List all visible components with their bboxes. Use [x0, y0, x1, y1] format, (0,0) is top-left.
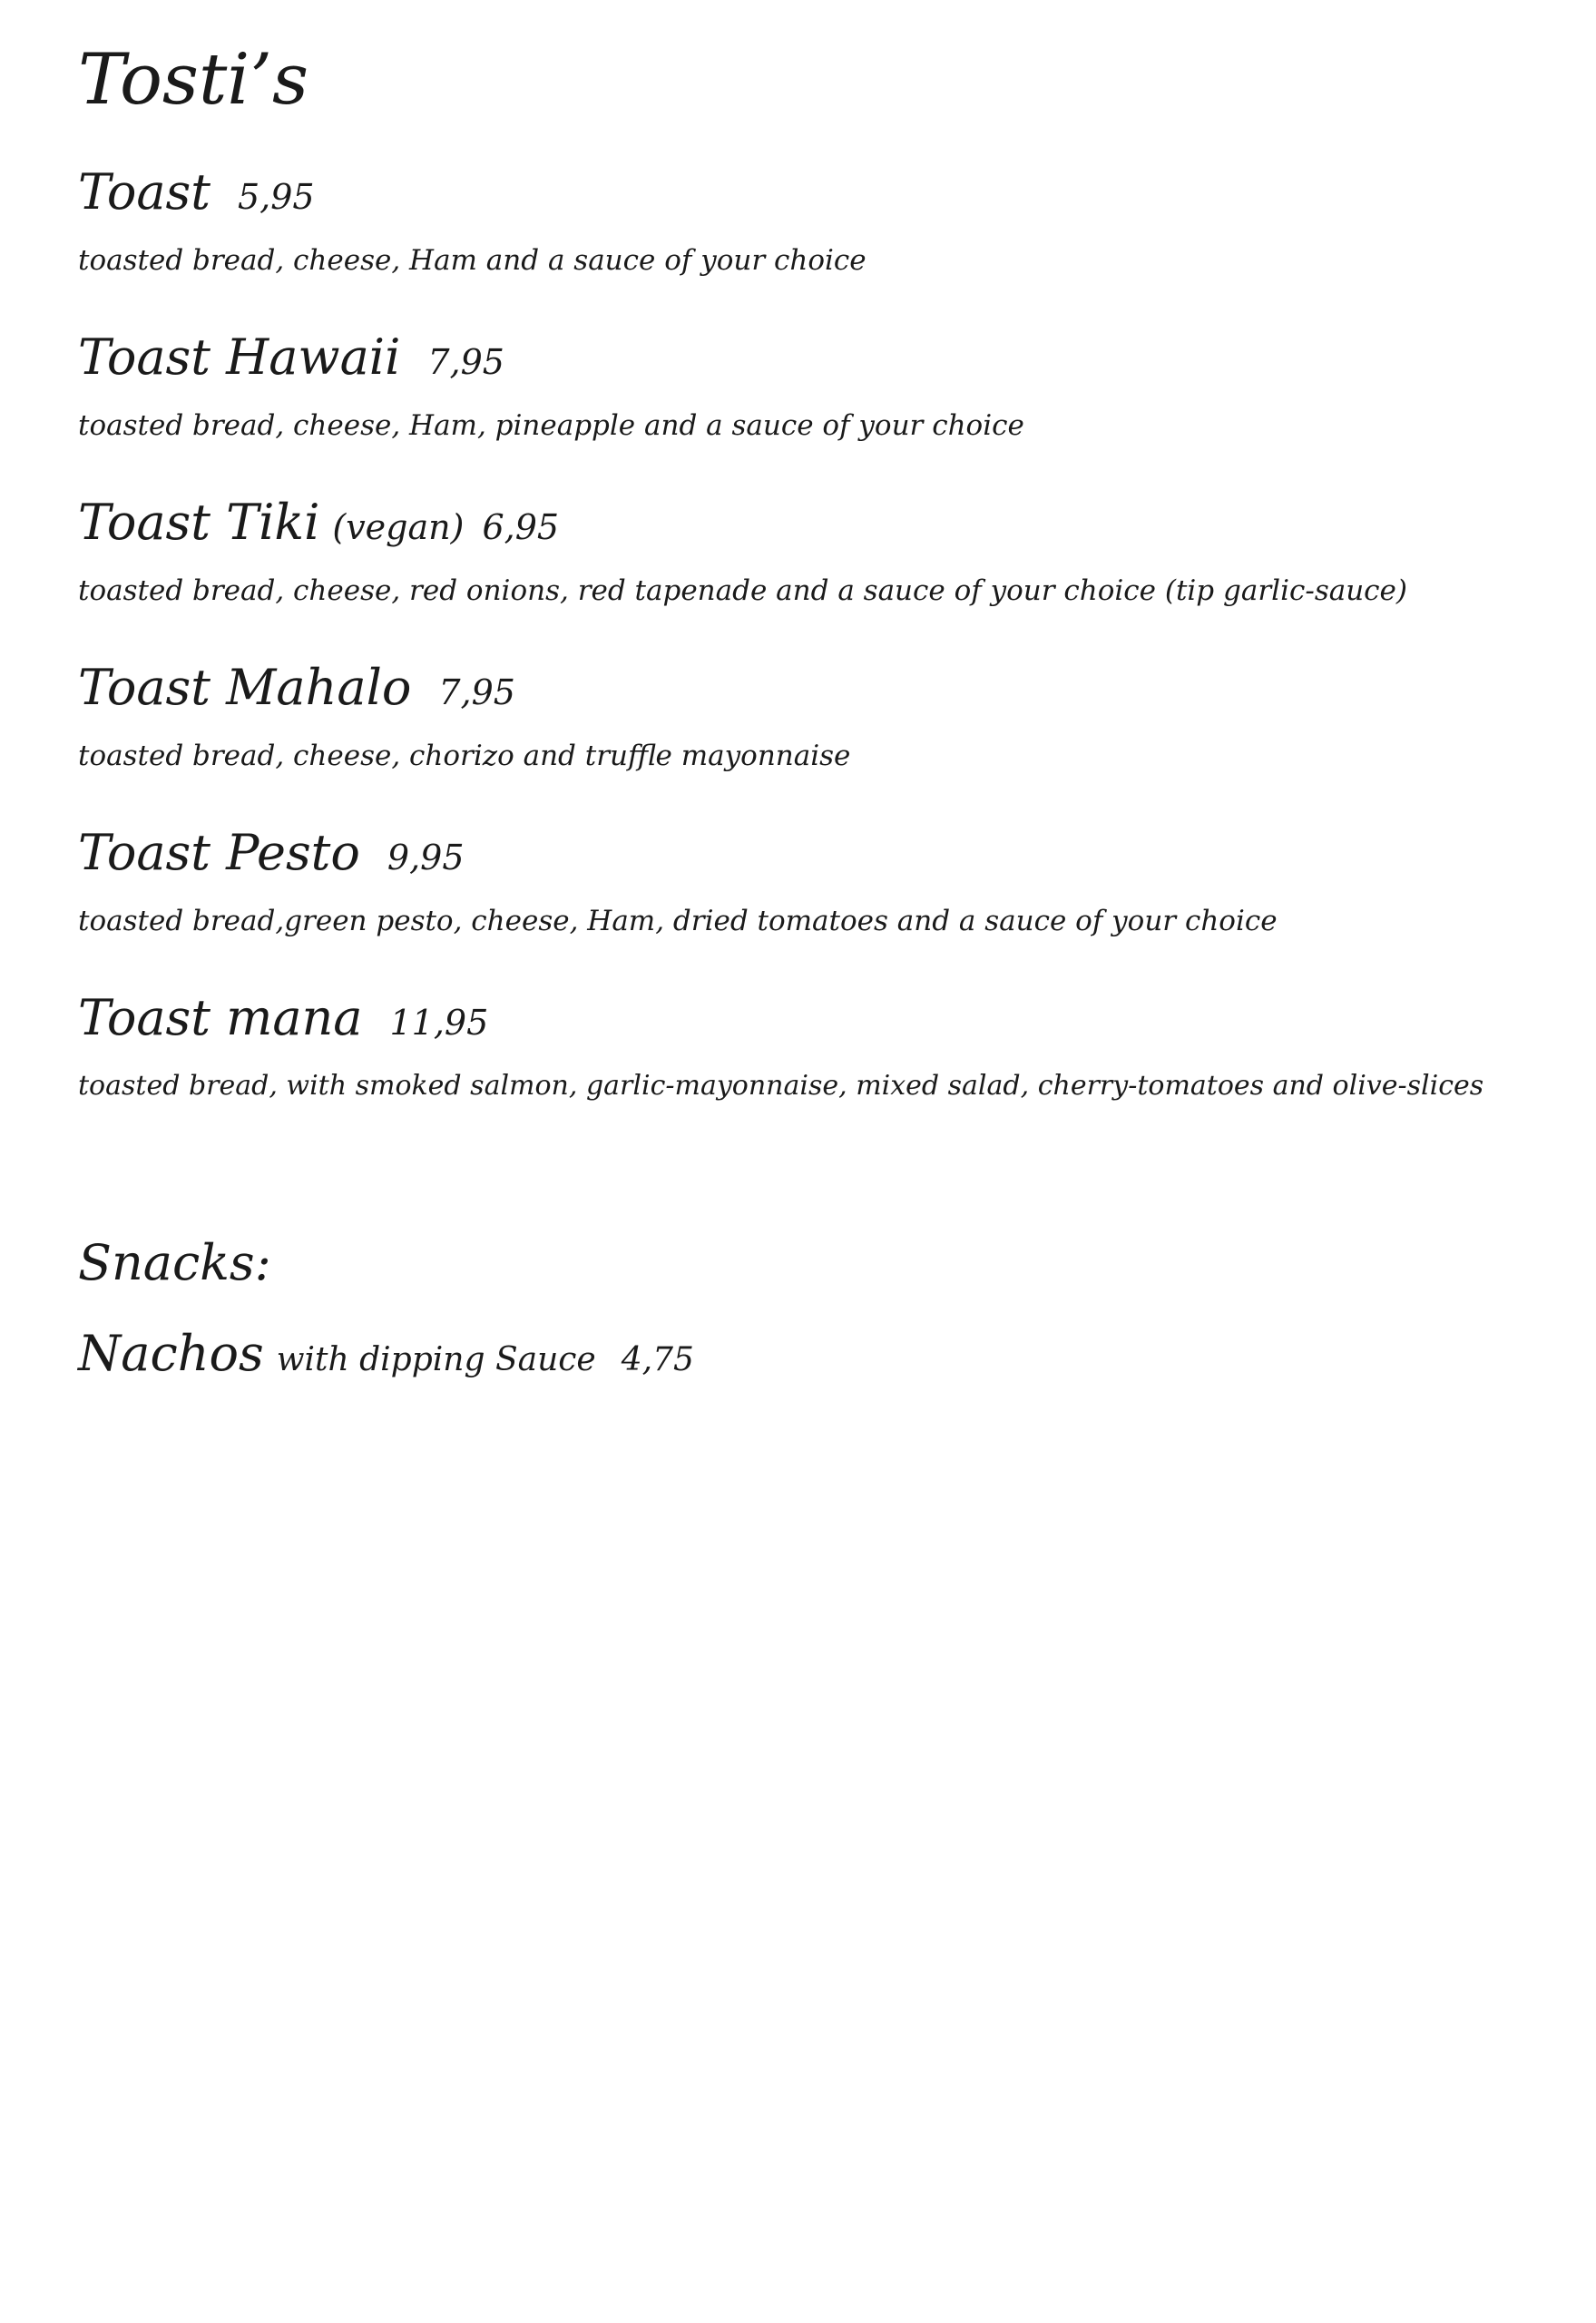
menu-item-price: 9,95 — [387, 838, 465, 877]
menu-item-diet-note: (vegan) — [332, 507, 465, 547]
menu-item-toast — [78, 163, 1566, 278]
menu-item-heading — [78, 989, 1566, 1048]
menu-item-name: Toast mana — [78, 989, 363, 1046]
menu-item-description: toasted bread, cheese, red onions, red tapenade and a sauce of your choice (tip garlic-sauce) — [78, 573, 1407, 607]
snack-item-price: 4,75 — [621, 1341, 694, 1378]
menu-item-price: 7,95 — [438, 672, 515, 712]
menu-item-toast-pesto — [78, 824, 1566, 938]
snack-item-note: with dipping Sauce — [276, 1341, 596, 1378]
menu-title: Tosti’s — [78, 39, 309, 121]
snack-item-nachos — [78, 1325, 694, 1384]
menu-item-toast-mana — [78, 989, 1566, 1103]
menu-item-toast-hawaii — [78, 328, 1566, 443]
menu-item-price: 11,95 — [389, 1003, 489, 1043]
menu-item-heading — [78, 328, 1566, 387]
menu-item-name: Toast Mahalo — [78, 659, 412, 716]
menu-item-heading — [78, 659, 1566, 718]
menu-item-description: toasted bread, cheese, Ham and a sauce of your choice — [78, 243, 867, 277]
menu-item-price: 6,95 — [482, 507, 560, 547]
menu-item-name: Toast Pesto — [78, 824, 360, 881]
menu-item-heading — [78, 163, 1566, 222]
menu-item-heading — [78, 494, 1566, 553]
menu-item-price: 7,95 — [427, 342, 504, 382]
menu-item-name: Toast Tiki — [78, 494, 320, 551]
menu-item-description: toasted bread, cheese, Ham, pineapple and a sauce of your choice — [78, 408, 1024, 442]
menu-item-description: toasted bread, cheese, chorizo and truffle mayonnaise — [78, 739, 851, 772]
menu-item-name: Toast Hawaii — [78, 328, 401, 386]
menu-item-toast-tiki — [78, 494, 1566, 608]
menu-item-toast-mahalo — [78, 659, 1566, 773]
menu-item-description: toasted bread,green pesto, cheese, Ham, dried tomatoes and a sauce of your choice — [78, 904, 1278, 937]
snack-item-name: Nachos — [78, 1325, 264, 1382]
menu-item-name: Toast — [78, 163, 211, 221]
menu-item-price: 5,95 — [237, 177, 315, 217]
menu-item-heading — [78, 824, 1566, 883]
menu-item-description: toasted bread, with smoked salmon, garlic-mayonnaise, mixed salad, cherry-tomatoes and olive-slices — [78, 1069, 1484, 1102]
snacks-section-title: Snacks: — [78, 1234, 271, 1291]
